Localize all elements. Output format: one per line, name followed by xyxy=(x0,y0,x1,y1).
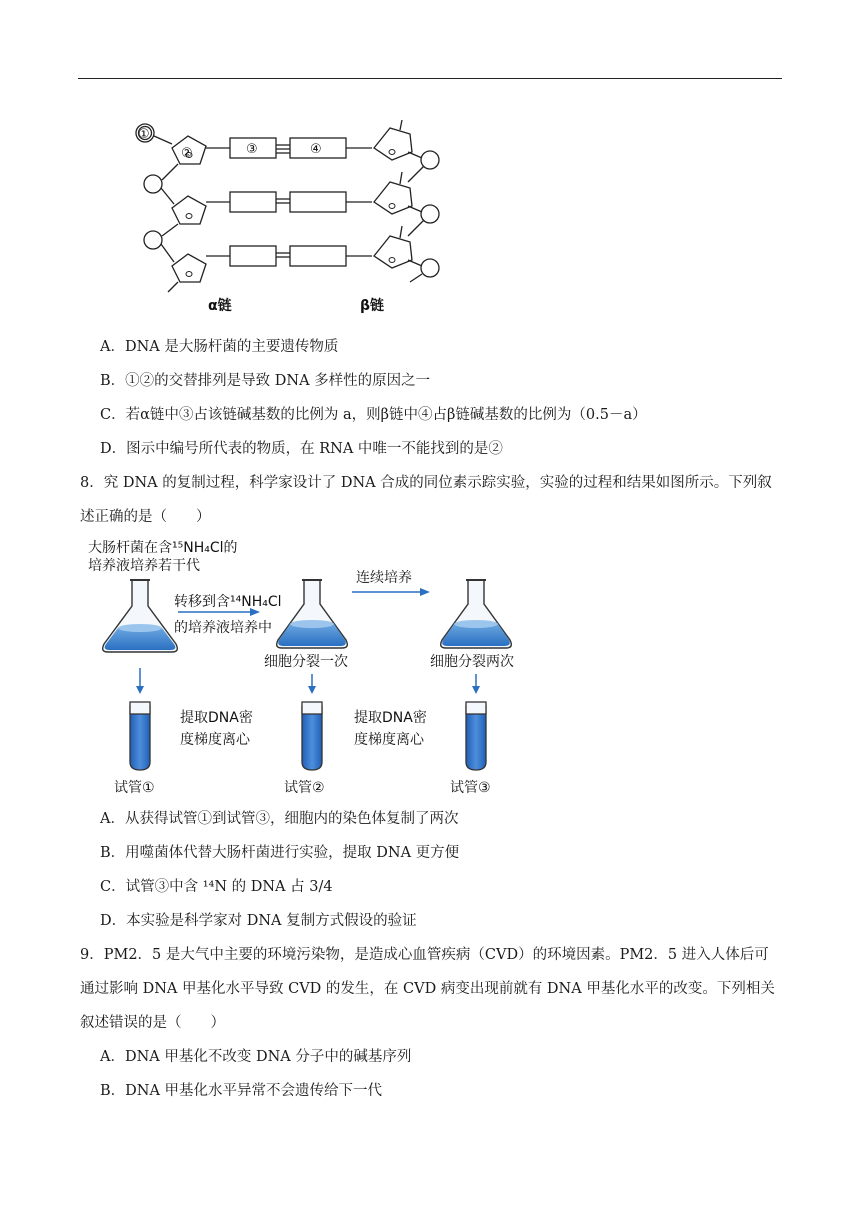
test-tube-2 xyxy=(302,702,322,770)
q9-option-a: A．DNA 甲基化不改变 DNA 分子中的碱基序列 xyxy=(100,1049,412,1065)
q8-option-b: B．用噬菌体代替大肠杆菌进行实验，提取 DNA 更方便 xyxy=(100,845,460,861)
q7-option-a: A．DNA 是大肠杆菌的主要遗传物质 xyxy=(100,339,339,355)
sugar-right-3 xyxy=(374,236,412,268)
tube-label-3: 试管③ xyxy=(450,780,491,796)
sugar-left-3 xyxy=(172,254,206,282)
label-1: ① xyxy=(138,127,150,142)
q9-stem-line3: 叙述错误的是（ ） xyxy=(80,1015,225,1031)
header-rule xyxy=(78,78,782,79)
isotope-experiment-figure xyxy=(84,536,544,798)
fig2-transfer-1: 转移到含¹⁴NH₄Cl xyxy=(174,594,282,610)
test-tube-1 xyxy=(130,702,150,770)
q7-option-b: B．①②的交替排列是导致 DNA 多样性的原因之一 xyxy=(100,373,431,389)
q9-option-b: B．DNA 甲基化水平异常不会遗传给下一代 xyxy=(100,1083,383,1099)
alpha-chain-label: α链 xyxy=(208,298,232,314)
flask-2 xyxy=(277,580,348,648)
q7-option-c: C．若α链中③占该链碱基数的比例为 a，则β链中④占β链碱基数的比例为（0.5－a） xyxy=(100,407,647,423)
fig2-extract-2b: 度梯度离心 xyxy=(354,732,424,748)
tube-label-2: 试管② xyxy=(284,780,325,796)
q8-option-a: A．从获得试管①到试管③，细胞内的染色体复制了两次 xyxy=(100,811,459,827)
beta-chain-label: β链 xyxy=(360,298,385,314)
label-3: ③ xyxy=(246,142,258,157)
fig2-top-label-1: 大肠杆菌在含¹⁵NH₄Cl的 xyxy=(88,540,238,556)
q9-stem-line2: 通过影响 DNA 甲基化水平导致 CVD 的发生，在 CVD 病变出现前就有 DNA 甲基化水平的改变。下列相关 xyxy=(80,981,775,997)
sugar-right-1 xyxy=(374,128,412,160)
fig2-transfer-2: 的培养液培养中 xyxy=(174,620,272,636)
flask-1 xyxy=(103,580,178,652)
fig2-div-once: 细胞分裂一次 xyxy=(264,654,348,670)
fig2-top-label-2: 培养液培养若干代 xyxy=(88,558,200,574)
q8-option-d: D．本实验是科学家对 DNA 复制方式假设的验证 xyxy=(100,913,417,929)
q7-option-d: D．图示中编号所代表的物质，在 RNA 中唯一不能找到的是② xyxy=(100,441,503,457)
fig2-continue: 连续培养 xyxy=(356,570,412,586)
q8-stem-line1: 8．究 DNA 的复制过程，科学家设计了 DNA 合成的同位素示踪实验，实验的过程和结果如图所示。下列叙 xyxy=(80,475,772,491)
q9-stem-line1: 9．PM2．5 是大气中主要的环境污染物，是造成心血管疾病（CVD）的环境因素。PM2．5 进入人体后可 xyxy=(80,947,769,963)
q8-stem-line2: 述正确的是（ ） xyxy=(80,509,211,525)
tube-label-1: 试管① xyxy=(114,780,155,796)
fig2-extract-1a: 提取DNA密 xyxy=(180,710,253,726)
sugar-left-2 xyxy=(172,196,206,224)
test-tube-3 xyxy=(466,702,486,770)
q8-option-c: C．试管③中含 ¹⁴N 的 DNA 占 3/4 xyxy=(100,879,333,895)
label-4: ④ xyxy=(310,142,322,157)
sugar-right-2 xyxy=(374,182,412,214)
fig2-extract-2a: 度梯度离心 xyxy=(180,732,250,748)
label-2: ② xyxy=(181,146,193,161)
dna-structure-figure xyxy=(128,112,458,322)
fig2-div-twice: 细胞分裂两次 xyxy=(430,654,514,670)
fig2-extract-1b: 提取DNA密 xyxy=(354,710,427,726)
flask-3 xyxy=(441,580,512,648)
